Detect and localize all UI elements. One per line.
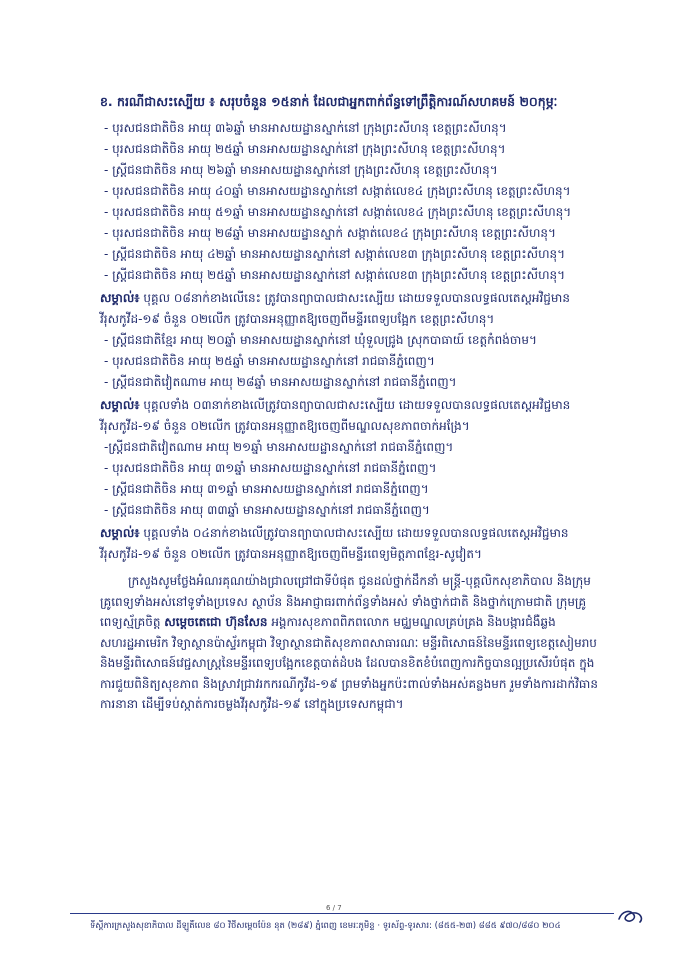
note-text: បុគ្គល ០៨នាក់ខាងលើនេះ ត្រូវបានព្យាបាលជាសះស្បើយ ដោយទទួលបានលទ្ធផលតេស្តអវិជ្ជមានវីរុសកូវីដ-១៩ ចំនួន ០២លើក ត្រូវបានអនុញ្ញាតឱ្យចេញពីមន្ទីរពេទ្យបង្អែក ខេត្តព្រះសីហនុ។ [100, 291, 570, 326]
note-3 [100, 523, 600, 565]
note-label: សម្គាល់៖ [100, 291, 140, 305]
list-item: - ស្ត្រីជនជាតិចិន អាយុ ៣៣ឆ្នាំ មានអាសយដ្ឋានស្នាក់នៅ រាជធានីភ្នំពេញ។ [104, 503, 430, 517]
note-label: សម្គាល់៖ [100, 398, 140, 412]
note-text: បុគ្គលទាំង ០៣នាក់ខាងលើត្រូវបានព្យាបាលជាសះស្បើយ ដោយទទួលបានលទ្ធផលតេស្តអវិជ្ជមានវីរុសកូវីដ-១៩ ចំនួន ០២លើក ត្រូវបានអនុញ្ញាតឱ្យចេញពីមណ្ឌលសុខភាពចាក់អង្រែ។ [100, 398, 571, 433]
recovered-list-group-3 [100, 437, 600, 521]
list-item: - បុរសជនជាតិចិន អាយុ ២៥ឆ្នាំ មានអាសយដ្ឋានស្នាក់នៅ ក្រុងព្រះសីហនុ ខេត្តព្រះសីហនុ។ [104, 142, 506, 156]
list-item: - បុរសជនជាតិចិន អាយុ ២៨ឆ្នាំ មានអាសយដ្ឋានស្នាក់ សង្កាត់លេខ៤ ក្រុងព្រះសីហនុ ខេត្តព្រះសីហនុ។ [104, 226, 556, 240]
list-item: - ស្ត្រីជនជាតិចិន អាយុ ៤២ឆ្នាំ មានអាសយដ្ឋានស្នាក់នៅ សង្កាត់លេខ៣ ក្រុងព្រះសីហនុ ខេត្តព្រះសីហនុ។ [104, 247, 566, 261]
list-item: - បុរសជនជាតិចិន អាយុ ៤០ឆ្នាំ មានអាសយដ្ឋានស្នាក់នៅ សង្កាត់លេខ៤ ក្រុងព្រះសីហនុ ខេត្តព្រះសីហនុ។ [104, 184, 571, 198]
footer-divider [70, 913, 614, 914]
closing-text-2: អង្គការសុខភាពពិភពលោក មជ្ឈមណ្ឌលគ្រប់គ្រង និងបង្ការជំងឺឆ្លង សហរដ្ឋអាមេរិក វិទ្យាស្ថានប៉ាស្ទ័រកម្ពុជា វិទ្យាស្ថានជាតិសុខភាពសាធារណៈ មន្ទីរពិសោធន៍នៃមន្ទីរពេទ្យខេត្តសៀមរាប និងមន្ទីរពិសោធន៍វេជ្ជសាស្ត្រនៃមន្ទីរពេទ្យបង្អែកខេត្តបាត់ដំបង ដែលបានខិតខំបំពេញការកិច្ចបានល្អប្រសើរបំផុត ក្នុងការជួយពិនិត្យសុខភាព និងស្រាវជ្រាវរកករណីកូវីដ-១៩ ព្រមទាំងអ្នកប៉ះពាល់ទាំងអស់គន្លងមក រួមទាំងការដាក់វិធានការនានា ដើម្បីទប់ស្កាត់ការចម្លងវីរុសកូវីដ-១៩ នៅក្នុងប្រទេសកម្ពុជា។ [100, 615, 598, 711]
signature-mark-icon [616, 907, 646, 927]
note-label: សម្គាល់៖ [100, 526, 140, 540]
page-number: 6 / 7 [326, 904, 342, 912]
note-2 [100, 395, 600, 437]
recovered-list-group-2 [100, 330, 600, 393]
note-text: បុគ្គលទាំង ០៤នាក់ខាងលើត្រូវបានព្យាបាលជាសះស្បើយ ដោយទទួលបានលទ្ធផលតេស្តអវិជ្ជមានវីរុសកូវីដ-១៩ ចំនួន ០២លើក ត្រូវបានអនុញ្ញាតឱ្យចេញពីមន្ទីរពេទ្យមិត្តភាពខ្មែរ-សូវៀត។ [100, 526, 569, 561]
footer-address: ទីស្តីការក្រសួងសុខាភិបាល ដីឡូតិ៍លេខ ៨០ វិថីសម្តេចប៉ែន នុត (២៨៩) ភ្នំពេញ ខេមរៈភូមិន្ទ · ទូរស័ព្ទ-ទូរសារ: (៨៥៥-២៣) ៨៨៥ ៩៧០/៨៨០ ២០៤ [90, 921, 561, 931]
document-body [100, 92, 600, 715]
list-item: - បុរសជនជាតិចិន អាយុ ៣១ឆ្នាំ មានអាសយដ្ឋានស្នាក់នៅ រាជធានីភ្នំពេញ។ [104, 461, 437, 475]
closing-paragraph [100, 571, 600, 715]
recovered-list-group-1 [100, 118, 600, 286]
list-item: - បុរសជនជាតិចិន អាយុ ២៥ឆ្នាំ មានអាសយដ្ឋានស្នាក់នៅ រាជធានីភ្នំពេញ។ [104, 354, 435, 368]
section-heading: ខ. ករណីជាសះស្បើយ ៖ សរុបចំនួន ១៥នាក់ ដែលជាអ្នកពាក់ព័ន្ធទៅព្រឹត្តិការណ៍សហគមន៍ ២០កុម្ភៈ [100, 94, 558, 109]
closing-text-1: ក្រសួងសូមថ្លែងអំណរគុណយ៉ាងជ្រាលជ្រៅជាទីបំផុត ជូនដល់ថ្នាក់ដឹកនាំ មន្ត្រី-បុគ្គលិកសុខាភិបាល និងក្រុមគ្រូពេទ្យទាំងអស់នៅទូទាំងប្រទេស ស្ថាប័ន និងអាជ្ញាធរពាក់ព័ន្ធទាំងអស់ ទាំងថ្នាក់ជាតិ និងថ្នាក់ក្រោមជាតិ ក្រុមគ្រូពេទ្យស្ម័គ្រចិត្ត [100, 574, 591, 629]
note-1 [100, 288, 600, 330]
list-item: - ស្ត្រីជនជាតិខ្មែរ អាយុ ២០ឆ្នាំ មានអាសយដ្ឋានស្នាក់នៅ ឃុំទួលជ្រូង ស្រុកបាធាយ៍ ខេត្តកំពង់ចាម។ [104, 333, 537, 347]
list-item: - បុរសជនជាតិចិន អាយុ ៣៦ឆ្នាំ មានអាសយដ្ឋានស្នាក់នៅ ក្រុងព្រះសីហនុ ខេត្តព្រះសីហនុ។ [104, 121, 507, 135]
list-item: -ស្ត្រីជនជាតិវៀតណាម អាយុ ២១ឆ្នាំ មានអាសយដ្ឋានស្នាក់នៅ រាជធានីភ្នំពេញ។ [104, 440, 454, 454]
list-item: - ស្ត្រីជនជាតិចិន អាយុ ៣១ឆ្នាំ មានអាសយដ្ឋានស្នាក់នៅ រាជធានីភ្នំពេញ។ [104, 482, 429, 496]
list-item: - ស្ត្រីជនជាតិវៀតណាម អាយុ ២៨ឆ្នាំ មានអាសយដ្ឋានស្នាក់នៅ រាជធានីភ្នំពេញ។ [104, 375, 457, 389]
closing-bold-name: សម្តេចតេជោ ហ៊ុនសែន [164, 615, 268, 629]
list-item: - ស្ត្រីជនជាតិចិន អាយុ ២៥ឆ្នាំ មានអាសយដ្ឋានស្នាក់នៅ សង្កាត់លេខ៣ ក្រុងព្រះសីហនុ ខេត្តព្រះសីហនុ។ [104, 268, 566, 282]
list-item: - បុរសជនជាតិចិន អាយុ ៥១ឆ្នាំ មានអាសយដ្ឋានស្នាក់នៅ សង្កាត់លេខ៤ ក្រុងព្រះសីហនុ ខេត្តព្រះសីហនុ។ [104, 205, 572, 219]
list-item: - ស្ត្រីជនជាតិចិន អាយុ ២៦ឆ្នាំ មានអាសយដ្ឋានស្នាក់នៅ ក្រុងព្រះសីហនុ ខេត្តព្រះសីហនុ។ [104, 163, 498, 177]
